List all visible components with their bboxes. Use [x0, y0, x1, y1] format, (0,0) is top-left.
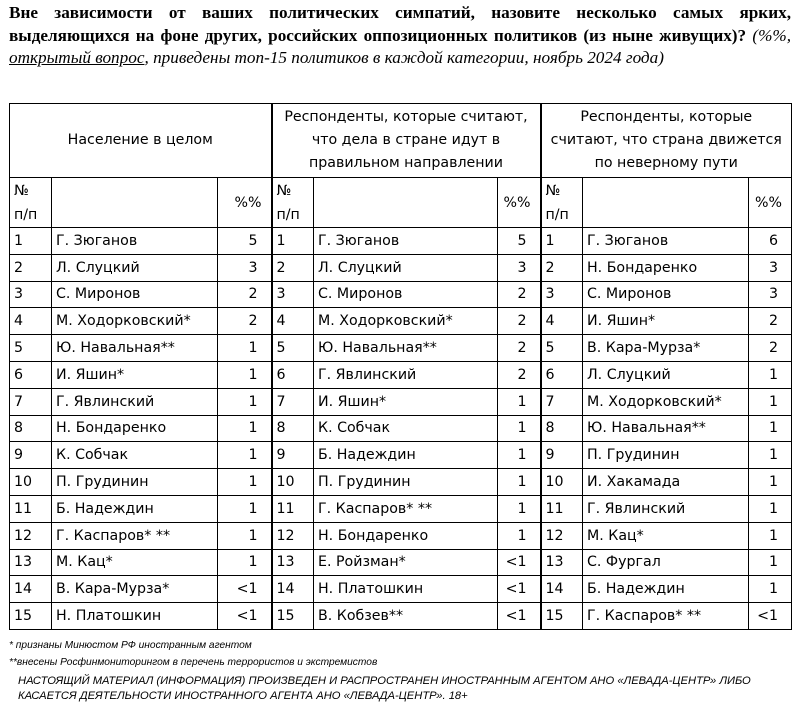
row-number: 9 — [272, 442, 314, 469]
politician-name: Г. Каспаров* ** — [52, 522, 218, 549]
foreign-agent-notice: НАСТОЯЩИЙ МАТЕРИАЛ (ИНФОРМАЦИЯ) ПРОИЗВЕДЕН И РАСПРОСТРАНЕН ИНОСТРАННЫМ АГЕНТОМ АНО «ЛЕВАДА-ЦЕНТР» ЛИБО КАСАЕТСЯ ДЕЯТЕЛЬНОСТИ ИНОСТРАННОГО АГЕНТА АНО «ЛЕВАДА-ЦЕНТР». 18+ — [18, 675, 751, 702]
percent-value: 1 — [749, 442, 792, 469]
politician-name: П. Грудинин — [52, 469, 218, 496]
row-number: 15 — [272, 603, 314, 630]
percent-value: 1 — [218, 495, 272, 522]
table-row — [10, 361, 792, 388]
row-number: 6 — [272, 361, 314, 388]
percent-value: 2 — [498, 361, 541, 388]
row-number: 14 — [272, 576, 314, 603]
row-number: 5 — [272, 335, 314, 362]
politician-name: М. Ходорковский* — [314, 308, 498, 335]
row-number: 10 — [541, 469, 583, 496]
row-number: 11 — [10, 495, 52, 522]
politician-name: С. Фургал — [583, 549, 749, 576]
politician-name: Ю. Навальная** — [583, 415, 749, 442]
percent-value: 1 — [749, 388, 792, 415]
col-pct-header: %% — [218, 178, 272, 228]
row-number: 1 — [272, 228, 314, 255]
survey-question-title — [9, 2, 791, 70]
row-number: 8 — [272, 415, 314, 442]
politician-name: М. Кац* — [583, 522, 749, 549]
table-row — [10, 388, 792, 415]
question-note-rest: , приведены топ-15 политиков в каждой категории, ноябрь 2024 года) — [144, 48, 664, 67]
footnote-foreign-agent: * признаны Минюстом РФ иностранным агентом — [9, 640, 252, 651]
row-number: 10 — [10, 469, 52, 496]
percent-value: <1 — [498, 603, 541, 630]
table-row — [10, 254, 792, 281]
row-number: 2 — [272, 254, 314, 281]
row-number: 2 — [541, 254, 583, 281]
col-pct-header: %% — [749, 178, 792, 228]
politician-name: Г. Каспаров* ** — [583, 603, 749, 630]
politician-name: В. Кара-Мурза* — [583, 335, 749, 362]
percent-value: 1 — [749, 576, 792, 603]
percent-value: 1 — [218, 549, 272, 576]
group-header-row — [10, 104, 792, 178]
question-note-underlined: открытый вопрос — [9, 48, 145, 67]
percent-value: 2 — [498, 308, 541, 335]
col-name-header — [314, 178, 498, 228]
table-row — [10, 415, 792, 442]
politician-name: Н. Платошкин — [52, 603, 218, 630]
footnote-extremists: **внесены Росфинмониторингом в перечень террористов и экстремистов — [9, 657, 378, 668]
politician-name: В. Кара-Мурза* — [52, 576, 218, 603]
politician-name: М. Ходорковский* — [583, 388, 749, 415]
row-number: 7 — [272, 388, 314, 415]
table-row — [10, 335, 792, 362]
row-number: 8 — [541, 415, 583, 442]
politician-name: С. Миронов — [583, 281, 749, 308]
percent-value: 2 — [218, 281, 272, 308]
row-number: 10 — [272, 469, 314, 496]
politician-name: Г. Явлинский — [314, 361, 498, 388]
politician-name: Е. Ройзман* — [314, 549, 498, 576]
politician-name: Н. Платошкин — [314, 576, 498, 603]
politician-name: Г. Каспаров* ** — [314, 495, 498, 522]
percent-value: 1 — [218, 388, 272, 415]
percent-value: 2 — [498, 335, 541, 362]
percent-value: 1 — [218, 522, 272, 549]
row-number: 15 — [541, 603, 583, 630]
row-number: 6 — [10, 361, 52, 388]
row-number: 9 — [541, 442, 583, 469]
politician-name: И. Яшин* — [314, 388, 498, 415]
politician-name: Л. Слуцкий — [314, 254, 498, 281]
row-number: 11 — [272, 495, 314, 522]
table-row — [10, 576, 792, 603]
table-row — [10, 603, 792, 630]
row-number: 13 — [272, 549, 314, 576]
politician-name: И. Яшин* — [583, 308, 749, 335]
percent-value: 2 — [218, 308, 272, 335]
politician-name: Г. Зюганов — [583, 228, 749, 255]
percent-value: 1 — [498, 522, 541, 549]
percent-value: 1 — [749, 415, 792, 442]
percent-value: 2 — [498, 281, 541, 308]
table-row — [10, 469, 792, 496]
table-row — [10, 549, 792, 576]
row-number: 14 — [541, 576, 583, 603]
row-number: 12 — [272, 522, 314, 549]
politician-name: П. Грудинин — [314, 469, 498, 496]
row-number: 4 — [541, 308, 583, 335]
percent-value: <1 — [218, 603, 272, 630]
percent-value: 1 — [218, 469, 272, 496]
percent-value: 1 — [218, 442, 272, 469]
percent-value: <1 — [749, 603, 792, 630]
percent-value: 3 — [498, 254, 541, 281]
table-row — [10, 442, 792, 469]
question-note-open: (%%, — [746, 25, 792, 45]
row-number: 13 — [541, 549, 583, 576]
percent-value: 1 — [498, 442, 541, 469]
politician-name: И. Яшин* — [52, 361, 218, 388]
percent-value: 1 — [749, 361, 792, 388]
percent-value: 5 — [218, 228, 272, 255]
row-number: 9 — [10, 442, 52, 469]
politician-name: Л. Слуцкий — [583, 361, 749, 388]
row-number: 5 — [541, 335, 583, 362]
percent-value: 6 — [749, 228, 792, 255]
row-number: 3 — [272, 281, 314, 308]
politician-name: Г. Зюганов — [52, 228, 218, 255]
politician-name: В. Кобзев** — [314, 603, 498, 630]
col-name-header — [52, 178, 218, 228]
politician-name: Ю. Навальная** — [314, 335, 498, 362]
row-number: 1 — [10, 228, 52, 255]
results-table — [9, 103, 792, 630]
row-number: 3 — [541, 281, 583, 308]
group-header-wrong-path: Респонденты, которые считают, что страна движется по неверному пути — [541, 104, 792, 178]
table-row — [10, 281, 792, 308]
group-header-right-direction: Респонденты, которые считают, что дела в стране идут в правильном направлении — [272, 104, 541, 178]
politician-name: Н. Бондаренко — [314, 522, 498, 549]
politician-name: Г. Зюганов — [314, 228, 498, 255]
percent-value: <1 — [218, 576, 272, 603]
row-number: 12 — [10, 522, 52, 549]
politician-name: С. Миронов — [52, 281, 218, 308]
percent-value: 1 — [749, 522, 792, 549]
row-number: 13 — [10, 549, 52, 576]
question-text: Вне зависимости от ваших политических симпатий, назовите несколько самых ярких, выделяющихся на фоне других, российских оппозиционных политиков (из ныне живущих)? — [9, 3, 791, 45]
politician-name: К. Собчак — [314, 415, 498, 442]
col-number-header — [10, 178, 52, 228]
percent-value: 1 — [498, 469, 541, 496]
row-number: 4 — [10, 308, 52, 335]
table-row — [10, 522, 792, 549]
col-number-label: № п/п — [14, 182, 38, 223]
percent-value: 1 — [218, 415, 272, 442]
percent-value: 1 — [749, 549, 792, 576]
row-number: 11 — [541, 495, 583, 522]
row-number: 12 — [541, 522, 583, 549]
col-number-label: № п/п — [545, 182, 569, 223]
percent-value: 1 — [498, 415, 541, 442]
percent-value: 1 — [218, 361, 272, 388]
politician-name: Н. Бондаренко — [583, 254, 749, 281]
percent-value: 1 — [749, 495, 792, 522]
percent-value: 3 — [218, 254, 272, 281]
percent-value: 3 — [749, 254, 792, 281]
politician-name: Б. Надеждин — [314, 442, 498, 469]
row-number: 1 — [541, 228, 583, 255]
percent-value: 1 — [498, 388, 541, 415]
row-number: 7 — [10, 388, 52, 415]
table-row — [10, 495, 792, 522]
row-number: 7 — [541, 388, 583, 415]
percent-value: 1 — [498, 495, 541, 522]
row-number: 5 — [10, 335, 52, 362]
politician-name: И. Хакамада — [583, 469, 749, 496]
percent-value: 1 — [749, 469, 792, 496]
politician-name: Б. Надеждин — [583, 576, 749, 603]
percent-value: 2 — [749, 335, 792, 362]
percent-value: <1 — [498, 576, 541, 603]
politician-name: Г. Явлинский — [583, 495, 749, 522]
row-number: 6 — [541, 361, 583, 388]
col-number-label: № п/п — [276, 182, 300, 223]
row-number: 14 — [10, 576, 52, 603]
politician-name: Г. Явлинский — [52, 388, 218, 415]
politician-name: П. Грудинин — [583, 442, 749, 469]
politician-name: Л. Слуцкий — [52, 254, 218, 281]
percent-value: 1 — [218, 335, 272, 362]
table-row — [10, 228, 792, 255]
row-number: 4 — [272, 308, 314, 335]
row-number: 8 — [10, 415, 52, 442]
row-number: 15 — [10, 603, 52, 630]
percent-value: <1 — [498, 549, 541, 576]
percent-value: 2 — [749, 308, 792, 335]
percent-value: 3 — [749, 281, 792, 308]
politician-name: М. Кац* — [52, 549, 218, 576]
politician-name: М. Ходорковский* — [52, 308, 218, 335]
row-number: 3 — [10, 281, 52, 308]
politician-name: С. Миронов — [314, 281, 498, 308]
group-header-all: Население в целом — [10, 104, 272, 178]
politician-name: К. Собчак — [52, 442, 218, 469]
table-row — [10, 308, 792, 335]
col-name-header — [583, 178, 749, 228]
row-number: 2 — [10, 254, 52, 281]
col-number-header — [541, 178, 583, 228]
col-pct-header: %% — [498, 178, 541, 228]
politician-name: Б. Надеждин — [52, 495, 218, 522]
politician-name: Ю. Навальная** — [52, 335, 218, 362]
percent-value: 5 — [498, 228, 541, 255]
politician-name: Н. Бондаренко — [52, 415, 218, 442]
column-header-row — [10, 178, 792, 228]
col-number-header — [272, 178, 314, 228]
